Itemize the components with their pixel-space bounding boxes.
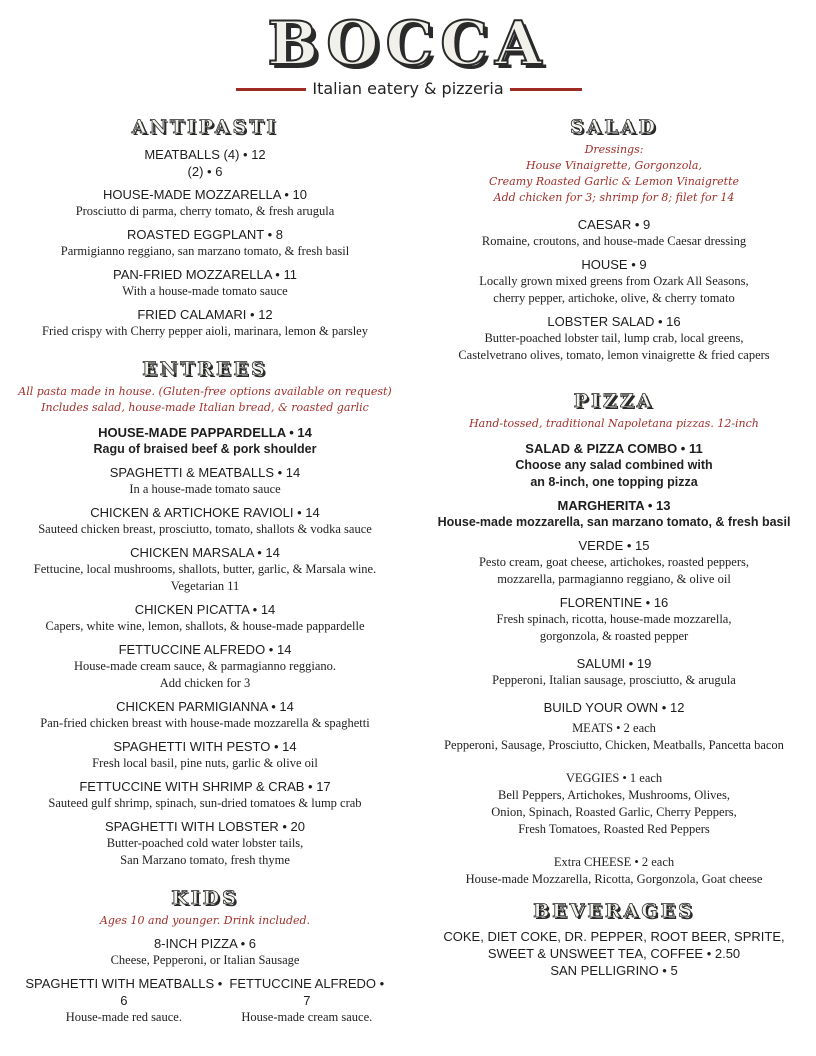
menu-item <box>0 464 410 498</box>
item-name: SALUMI • 19 <box>576 656 652 671</box>
item-description <box>412 330 816 364</box>
left-column <box>0 112 410 1026</box>
item-description-line: an 8-inch, one topping pizza <box>530 475 698 489</box>
item-description: Prosciutto di parma, cherry tomato, & fresh arugula <box>75 204 335 218</box>
section-title-salad: SALAD <box>569 116 659 138</box>
antipasti-section <box>0 112 410 340</box>
item-description: House-made mozzarella, san marzano tomato, & fresh basil <box>437 515 791 529</box>
toppings-label: VEGGIES • 1 each <box>565 771 663 785</box>
beverages-section <box>412 896 816 979</box>
item-name: SPAGHETTI WITH LOBSTER • 20 <box>104 819 306 834</box>
item-name: SPAGHETTI & MEATBALLS • 14 <box>109 465 301 480</box>
item-description: Romaine, croutons, and house-made Caesar dressing <box>481 234 747 248</box>
salad-section <box>412 112 816 364</box>
menu-item <box>412 497 816 531</box>
item-description: Ragu of braised beef & pork shoulder <box>93 442 317 456</box>
entrees-note <box>0 384 410 416</box>
toppings-list: Fresh Tomatoes, Roasted Red Peppers <box>518 822 710 836</box>
menu-item <box>412 313 816 364</box>
menu-item <box>412 594 816 645</box>
menu-item <box>0 306 410 340</box>
item-name: VERDE • 15 <box>578 538 650 553</box>
note-line: Dressings: <box>584 143 644 156</box>
menu-item <box>0 544 410 595</box>
toppings-list: Bell Peppers, Artichokes, Mushrooms, Olives, <box>498 788 730 802</box>
restaurant-logo: BOCCA <box>267 9 549 79</box>
item-name-secondary: (2) • 6 <box>187 164 223 179</box>
item-description <box>412 611 816 645</box>
section-title-entrees: ENTREES <box>142 358 268 380</box>
item-description: Parmigianno reggiano, san marzano tomato, & fresh basil <box>60 244 350 258</box>
menu-item <box>0 424 410 458</box>
note-line: Add chicken for 3; shrimp for 8; filet for 14 <box>493 191 735 204</box>
section-title-pizza: PIZZA <box>573 390 655 412</box>
item-name: FETTUCCINE ALFREDO • 7 <box>229 976 385 1008</box>
toppings-list: House-made Mozzarella, Ricotta, Gorgonzola, Goat cheese <box>465 872 763 886</box>
kids-note: Ages 10 and younger. Drink included. <box>99 914 311 927</box>
item-description: Fresh local basil, pine nuts, garlic & olive oil <box>92 756 318 770</box>
item-description: House-made red sauce. <box>65 1010 182 1024</box>
menu-item <box>0 146 410 180</box>
item-name: CHICKEN PARMIGIANNA • 14 <box>116 699 294 714</box>
entrees-section <box>0 354 410 869</box>
item-description: Fried crispy with Cherry pepper aioli, marinara, lemon & parsley <box>42 324 368 338</box>
menu-header <box>0 0 816 110</box>
item-description-line: Choose any salad combined with <box>515 458 713 472</box>
item-name: CHICKEN & ARTICHOKE RAVIOLI • 14 <box>90 505 320 520</box>
item-name: FETTUCCINE ALFREDO • 14 <box>118 642 292 657</box>
item-description-line: gorgonzola, & roasted pepper <box>539 629 689 643</box>
item-description-line: San Marzano tomato, fresh thyme <box>120 853 290 867</box>
item-name: CHICKEN PICATTA • 14 <box>134 602 276 617</box>
menu-item <box>0 698 410 732</box>
toppings-label: MEATS • 2 each <box>572 721 656 735</box>
item-name: BUILD YOUR OWN • 12 <box>543 700 685 715</box>
pizza-note: Hand-tossed, traditional Napoletana pizzas. 12-inch <box>469 417 759 430</box>
item-name: HOUSE-MADE PAPPARDELLA • 14 <box>98 425 312 440</box>
item-description-line: Fresh spinach, ricotta, house-made mozzarella, <box>496 612 732 626</box>
item-name: SPAGHETTI WITH PESTO • 14 <box>113 739 297 754</box>
item-name: SPAGHETTI WITH MEATBALLS • 6 <box>25 976 223 1008</box>
item-description-line: Fettucine, local mushrooms, shallots, butter, garlic, & Marsala wine. <box>33 562 377 576</box>
item-description: Cheese, Pepperoni, or Italian Sausage <box>110 953 300 967</box>
item-name: PAN-FRIED MOZZARELLA • 11 <box>113 267 297 282</box>
item-name: CAESAR • 9 <box>577 217 651 232</box>
item-description <box>0 835 410 869</box>
item-description <box>0 561 410 595</box>
item-description-line: Castelvetrano olives, tomato, lemon vinaigrette & fried capers <box>458 348 770 362</box>
toppings-cheese <box>412 854 816 888</box>
item-description: Pepperoni, Italian sausage, prosciutto, & arugula <box>492 673 736 687</box>
section-title-antipasti: ANTIPASTI <box>131 116 279 138</box>
menu-item <box>412 440 816 491</box>
item-description-line: Butter-poached cold water lobster tails, <box>106 836 304 850</box>
menu-item <box>0 266 410 300</box>
item-name: FETTUCCINE WITH SHRIMP & CRAB • 17 <box>79 779 331 794</box>
item-description-line: mozzarella, parmagianno reggiano, & olive oil <box>497 572 731 586</box>
item-description <box>412 554 816 588</box>
menu-item <box>0 504 410 538</box>
item-name: MEATBALLS (4) • 12 <box>144 147 266 162</box>
item-name: MARGHERITA • 13 <box>557 498 671 513</box>
menu-item <box>0 778 410 812</box>
section-title-beverages: BEVERAGES <box>533 900 695 922</box>
item-description: Sauteed chicken breast, prosciutto, tomato, shallots & vodka sauce <box>38 522 372 536</box>
toppings-meats <box>412 720 816 754</box>
menu-item <box>412 537 816 588</box>
pizza-section <box>412 386 816 888</box>
toppings-label: Extra CHEESE • 2 each <box>553 855 675 869</box>
menu-item <box>226 975 388 1026</box>
item-description-line: House-made cream sauce, & parmagianno reggiano. <box>73 659 337 673</box>
item-description <box>0 658 410 692</box>
item-name: 8-INCH PIZZA • 6 <box>153 936 257 951</box>
menu-item <box>412 216 816 250</box>
item-description: Capers, white wine, lemon, shallots, & house-made pappardelle <box>45 619 365 633</box>
item-description-line: Locally grown mixed greens from Ozark All Seasons, <box>479 274 749 288</box>
menu-item <box>0 935 410 969</box>
menu-item <box>0 186 410 220</box>
item-name: FRIED CALAMARI • 12 <box>137 307 273 322</box>
kids-section <box>0 883 410 1026</box>
item-name: HOUSE-MADE MOZZARELLA • 10 <box>103 187 307 202</box>
note-line: House Vinaigrette, Gorgonzola, <box>526 159 702 172</box>
right-column <box>412 112 816 979</box>
menu-item <box>0 738 410 772</box>
note-line: Includes salad, house-made Italian bread, & roasted garlic <box>41 401 369 414</box>
menu-item <box>0 818 410 869</box>
item-name: CHICKEN MARSALA • 14 <box>130 545 280 560</box>
toppings-list: Pepperoni, Sausage, Prosciutto, Chicken, Meatballs, Pancetta bacon <box>444 738 784 752</box>
salad-dressings-note <box>412 142 816 206</box>
menu-item <box>412 256 816 307</box>
item-description <box>412 273 816 307</box>
item-name: FLORENTINE • 16 <box>559 595 669 610</box>
item-description <box>412 457 816 491</box>
kids-row <box>0 975 410 1026</box>
menu-item <box>0 226 410 260</box>
toppings-veggies <box>412 770 816 838</box>
item-description: Pan-fried chicken breast with house-made mozzarella & spaghetti <box>40 716 370 730</box>
item-description-line: Add chicken for 3 <box>159 676 251 690</box>
item-description-line: Pesto cream, goat cheese, artichokes, roasted peppers, <box>478 555 750 569</box>
item-description: Sauteed gulf shrimp, spinach, sun-dried tomatoes & lump crab <box>48 796 362 810</box>
menu-item <box>0 641 410 692</box>
item-name: SALAD & PIZZA COMBO • 11 <box>525 441 703 456</box>
tagline: Italian eatery & pizzeria <box>0 78 816 100</box>
item-name: HOUSE • 9 <box>581 257 647 272</box>
menu-item <box>22 975 226 1026</box>
item-description-line: cherry pepper, artichoke, olive, & cherry tomato <box>493 291 735 305</box>
menu-item-build-your-own <box>412 699 816 888</box>
item-description-line: Butter-poached lobster tail, lump crab, local greens, <box>484 331 744 345</box>
note-line: Creamy Roasted Garlic & Lemon Vinaigrette <box>488 175 740 188</box>
item-description: With a house-made tomato sauce <box>122 284 288 298</box>
beverage-line: COKE, DIET COKE, DR. PEPPER, ROOT BEER, SPRITE, <box>443 929 785 944</box>
beverage-line: SAN PELLIGRINO • 5 <box>550 963 678 978</box>
menu-item <box>0 601 410 635</box>
section-title-kids: KIDS <box>171 887 239 909</box>
toppings-list: Onion, Spinach, Roasted Garlic, Cherry Peppers, <box>491 805 737 819</box>
item-description: In a house-made tomato sauce <box>129 482 281 496</box>
beverage-line: SWEET & UNSWEET TEA, COFFEE • 2.50 <box>487 946 741 961</box>
menu-item <box>412 655 816 689</box>
item-description: House-made cream sauce. <box>241 1010 373 1024</box>
note-line: All pasta made in house. (Gluten-free options available on request) <box>18 385 392 398</box>
item-name: ROASTED EGGPLANT • 8 <box>126 227 284 242</box>
item-name: LOBSTER SALAD • 16 <box>547 314 681 329</box>
item-description-line: Vegetarian 11 <box>170 579 240 593</box>
